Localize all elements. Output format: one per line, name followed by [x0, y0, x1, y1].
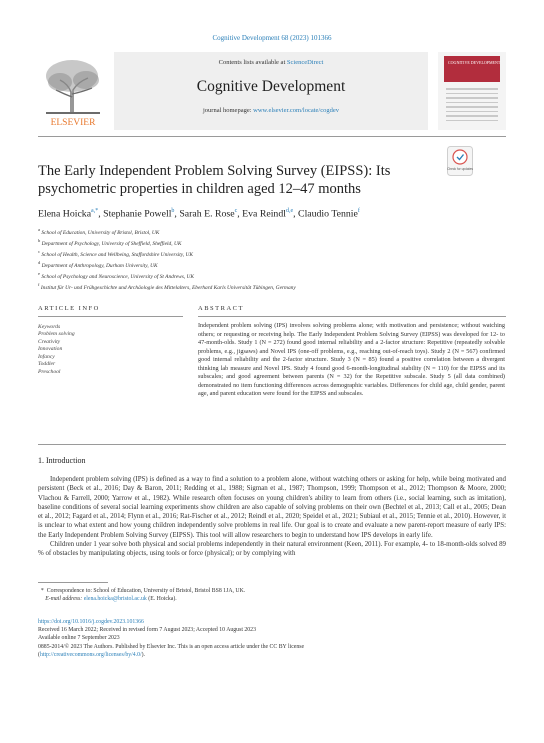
keywords-label: Keywords: [38, 324, 61, 330]
author-sup: b: [171, 208, 175, 214]
author-sup: c: [234, 208, 238, 214]
doi-link[interactable]: https://doi.org/10.1016/j.cogdev.2023.101366: [38, 619, 144, 625]
abstract-bottom-rule: [38, 444, 506, 445]
cover-lines: [446, 88, 498, 124]
homepage-line: journal homepage: www.elsevier.com/locate/cogdev: [202, 107, 340, 114]
author[interactable]: Sarah E. Rose: [179, 208, 235, 220]
article-info-rule: [38, 316, 183, 317]
affiliation: $^c$ School of Health, Science and Wellbeing, Staffordshire University, UK: [38, 249, 194, 258]
available-online: Available online 7 September 2023: [38, 635, 120, 642]
article-metadata: [38, 618, 506, 659]
header-rule: [38, 136, 506, 137]
paragraph: Children under 1 year solve both physical and social problems independently in their natural environment (Keen, 2011). For example, 4- to 18-month-olds solved 89 % of obstacles by manipulating objects, using tools or force (physical); or by complying with: [38, 541, 506, 558]
svg-text:ELSEVIER: ELSEVIER: [50, 118, 96, 128]
footnote-rule: [38, 582, 108, 583]
journal-info-panel: [114, 52, 428, 130]
affiliation: $^d$ Department of Anthropology, Durham University, UK: [38, 260, 158, 269]
correspondence-line: * Correspondence to: School of Education, University of Bristol, Bristol BS8 1JA, UK.: [40, 588, 246, 594]
affiliation: $^b$ Department of Psychology, University of Sheffield, Sheffield, UK: [38, 238, 182, 247]
article-title: The Early Independent Problem Solving Survey (EIPSS): Its psychometric properties in children aged 12–47 months: [38, 163, 391, 197]
affiliations: [38, 226, 296, 292]
correspondence-footnote: [38, 587, 245, 603]
author[interactable]: Eva Reindl: [242, 208, 286, 220]
cover-title: COGNITIVE DEVELOPMENT: [448, 60, 501, 65]
journal-reference[interactable]: Cognitive Development 68 (2023) 101366: [212, 34, 332, 42]
elsevier-logo: [38, 52, 108, 130]
abstract-heading: ABSTRACT: [198, 305, 244, 312]
author-sup: f: [357, 208, 360, 214]
introduction-body: [38, 475, 506, 559]
contents-line: Contents lists available at ScienceDirect: [218, 59, 324, 66]
author[interactable]: Elena Hoicka: [38, 208, 92, 220]
journal-cover: [438, 52, 506, 130]
affiliation: $^e$ School of Psychology and Neuroscience, University of St Andrews, UK: [38, 271, 195, 280]
abstract-rule: [198, 316, 506, 317]
sciencedirect-link[interactable]: ScienceDirect: [286, 59, 324, 66]
journal-title: Cognitive Development: [196, 78, 346, 95]
keywords-list: [38, 331, 75, 377]
homepage-link[interactable]: www.elsevier.com/locate/cogdev: [253, 107, 340, 114]
author-list: Elena Hoicka$^{a,*}$, Stephanie Powell$^b$, Sarah E. Rose$^c$, Eva Reindl$^{d,e}$, Claudio Tennie$^f$: [38, 208, 360, 220]
keyword: Toddler: [38, 361, 56, 368]
copyright-line: 0885-2014/© 2023 The Authors. Published by Elsevier Inc. This is an open access article under the CC BY license: [38, 643, 305, 650]
article-info-heading: ARTICLE INFO: [38, 305, 100, 312]
email-link[interactable]: elena.hoicka@bristol.ac.uk: [83, 596, 147, 602]
author[interactable]: Claudio Tennie: [298, 208, 358, 220]
journal-header: [38, 52, 506, 130]
email-line: E-mail address: elena.hoicka@bristol.ac.uk (E. Hoicka).: [45, 596, 177, 602]
svg-text:Check for updates: Check for updates: [447, 167, 473, 171]
paragraph: Independent problem solving (IPS) is defined as a way to find a solution to a problem alone, without watching others or asking for help, while being motivated and persistent (Beck et al., 2016; Day & Baron, 2011; Redding et al., 1988; Sigman et al., 1987; Thompson, 1999; Thompson et al., 2012; Thompson & Moore, 2000; Vlachou & Farrell, 2000; Yarrow et al., 1982). While research often focuses on young children's ability to learn from others (i.e., social learning, such as imitation), baseline conditions of several social learning experiments show children are also capable of solving problems on their own (Bechtel et al., 2013; Call et al., 2005; Dean et al., 2012; Fagard et al., 2014; Flynn et al., 2016; Rat-Fischer et al., 2012; Reindl et al., 2020; Speidel et al., 2021; Subiaul et al., 2015; Tennie et al., 2010). However, it is unclear to what extent and how young children independently solve problems in real life. Our goal is to create and evaluate a new parent-report measure of early IPS: the Early Independent Problem Solving Survey (EIPSS). This tool will allow researchers to begin to understand how IPS develops in early life.: [38, 476, 506, 539]
abstract-text: Independent problem solving (IPS) involves solving problems alone; with motivation and persistence; without watching others; or requesting or receiving help. The Early Independent Problem Solving Survey (EIPSS) was developed for 12- to 47-month-olds. Study 1 (N = 272) found good internal reliability and a 2-factor structure: Repetitive (repeatedly solvable problems, e.g., jigsaws) and Novel IPS (one-off problems, e.g., reaching out-of-reach toys). Study 2 (N = 567) confirmed good internal reliability and the 2-factor structure. Study 3 (N = 85) found a positive correlation between a divergent thinking lab measure and Novel IPS. Study 4 found good 6-month-longitudinal stability (N = 110) for the EIPSS and its subscales; and good agreement between parents (N = 32) for the Repetitive subscale. Study 5 (all data combined) demonstrated no item functioning differences across demographic variables. Differences for child age, child gender, parent age, and parent education were found for the EIPSS and subscales.: [198, 322, 505, 397]
keyword: Preschool: [38, 368, 61, 375]
affiliation: $^a$ School of Education, University of Bristol, Bristol, UK: [38, 227, 160, 236]
received-dates: Received 16 March 2022; Received in revised form 7 August 2023; Accepted 10 August 2023: [38, 627, 256, 634]
keyword: Innovation: [38, 346, 63, 353]
affiliation: $^f$ Institut für Ur- und Frühgeschichte und Archäologie des Mittelalters, Eberhard Karls Universität Tübingen, Germany: [38, 282, 296, 291]
check-updates-icon: [447, 146, 473, 176]
introduction-heading: 1. Introduction: [38, 456, 86, 465]
license-link[interactable]: http://creativecommons.org/licenses/by/4.0/: [39, 651, 142, 658]
elsevier-tree-icon: [38, 52, 108, 130]
keyword: Problem solving: [38, 331, 75, 337]
keyword: Creativity: [38, 338, 61, 345]
keyword: Infancy: [38, 353, 55, 360]
author-sup: a,*: [91, 208, 99, 214]
author-sup: d,e: [285, 208, 294, 214]
license-line: (http://creativecommons.org/licenses/by/4.0/).: [38, 651, 145, 658]
author[interactable]: Stephanie Powell: [103, 208, 172, 220]
check-for-updates-button[interactable]: [447, 146, 473, 176]
